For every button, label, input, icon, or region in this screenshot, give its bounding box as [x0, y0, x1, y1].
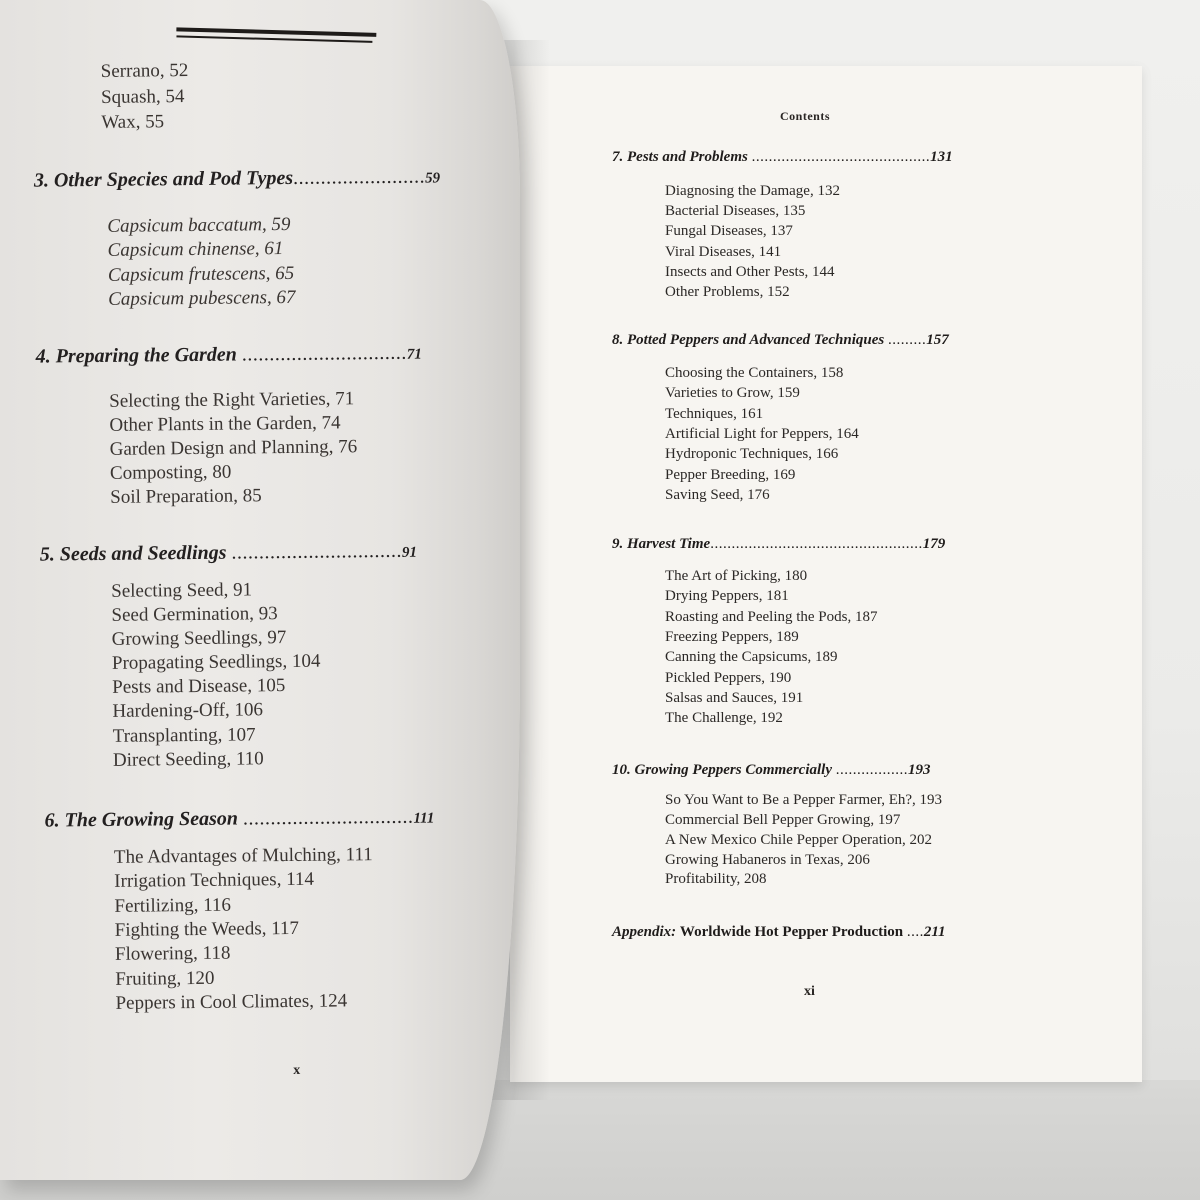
toc-entry: The Advantages of Mulching, 111 [113, 844, 373, 868]
toc-entry: Viral Diseases, 141 [665, 244, 782, 260]
leader-dots: ........................ [292, 165, 426, 189]
toc-appendix [612, 924, 946, 941]
toc-entry: Saving Seed, 176 [665, 487, 770, 503]
chapter-title: 5. Seeds and Seedlings [39, 541, 227, 566]
toc-entry: Irrigation Techniques, 114 [114, 868, 315, 892]
chapter-page: 157 [926, 332, 949, 348]
toc-entry: Other Plants in the Garden, 74 [109, 412, 341, 436]
appendix-page: 211 [923, 924, 946, 940]
toc-entry: Flowering, 118 [114, 942, 231, 965]
toc-entry: Fertilizing, 116 [114, 894, 232, 917]
toc-entry: Insects and Other Pests, 144 [665, 264, 835, 280]
chapter-title: 7. Pests and Problems [612, 149, 748, 165]
toc-chapter-6 [44, 805, 434, 832]
chapter-title: 8. Potted Peppers and Advanced Techniques [612, 332, 885, 348]
toc-chapter-4 [36, 342, 422, 369]
appendix-title: Worldwide Hot Pepper Production [679, 924, 904, 940]
toc-entry: Transplanting, 107 [112, 724, 256, 747]
toc-entry-text: Capsicum frutescens, 65 [107, 262, 295, 286]
leader-dots: ......... [887, 332, 927, 348]
toc-entry: Hardening-Off, 106 [112, 699, 264, 722]
toc-entry: Choosing the Containers, 158 [665, 365, 844, 381]
toc-chapter-8 [612, 332, 949, 349]
toc-entry: Freezing Peppers, 189 [665, 629, 799, 645]
chapter-page: 179 [922, 536, 946, 552]
toc-entry: Serrano, 52 [100, 60, 189, 82]
chapter-title: 3. Other Species and Pod Types [33, 166, 294, 192]
page-number-right: xi [804, 984, 815, 999]
toc-entry: Fruiting, 120 [115, 967, 215, 990]
toc-entry: Profitability, 208 [665, 871, 767, 887]
toc-entry: The Challenge, 192 [665, 710, 783, 726]
toc-entry: Hydroponic Techniques, 166 [665, 446, 839, 462]
toc-entry: Direct Seeding, 110 [112, 748, 264, 771]
decorative-rule [176, 35, 372, 42]
toc-entry: Seed Germination, 93 [111, 603, 278, 626]
toc-entry: A New Mexico Chile Pepper Operation, 202 [665, 832, 933, 848]
toc-entry: The Art of Picking, 180 [665, 568, 808, 584]
toc-entry: Composting, 80 [109, 461, 232, 484]
running-head: Contents [780, 109, 831, 123]
toc-entry: Techniques, 161 [665, 406, 764, 422]
leader-dots: ............................... [242, 805, 414, 830]
toc-chapter-9 [612, 536, 945, 553]
toc-entry: Diagnosing the Damage, 132 [665, 183, 840, 199]
toc-entry: So You Want to Be a Pepper Farmer, Eh?, 193 [665, 792, 943, 808]
toc-entry [108, 263, 295, 287]
toc-entry: Fungal Diseases, 137 [665, 223, 793, 239]
toc-entry-text: Capsicum chinense, 61 [107, 238, 284, 261]
leader-dots: .... [906, 924, 924, 940]
chapter-page: 111 [413, 810, 435, 827]
toc-entry: Artificial Light for Peppers, 164 [665, 426, 859, 442]
toc-entry: Propagating Seedlings, 104 [111, 650, 321, 674]
toc-entry: Commercial Bell Pepper Growing, 197 [665, 812, 901, 828]
toc-entry: Selecting Seed, 91 [111, 579, 253, 602]
chapter-page: 59 [425, 170, 441, 187]
toc-entry: Squash, 54 [100, 86, 185, 108]
toc-entry: Canning the Capsicums, 189 [665, 649, 838, 665]
toc-entry: Fighting the Weeds, 117 [114, 917, 300, 941]
toc-entry: Drying Peppers, 181 [665, 588, 789, 604]
toc-entry-text: Capsicum pubescens, 67 [108, 286, 296, 310]
toc-entry: Selecting the Right Varieties, 71 [109, 388, 355, 412]
toc-entry: Garden Design and Planning, 76 [109, 436, 358, 460]
toc-entry: Other Problems, 152 [665, 284, 790, 300]
toc-entry: Growing Seedlings, 97 [111, 627, 287, 650]
leader-dots: ............................... [231, 539, 403, 564]
toc-entry: Salsas and Sauces, 191 [665, 690, 804, 706]
leader-dots: .................................................. [710, 536, 923, 552]
toc-entry [107, 214, 290, 238]
chapter-page: 193 [908, 762, 931, 778]
chapter-page: 91 [401, 544, 418, 561]
toc-entry-text: Capsicum baccatum, 59 [107, 213, 291, 237]
toc-entry [108, 238, 284, 262]
right-page [510, 66, 1142, 1082]
page-number-left: x [293, 1062, 301, 1078]
toc-entry: Bacterial Diseases, 135 [665, 203, 806, 219]
toc-entry: Pests and Disease, 105 [112, 675, 286, 698]
leader-dots: .......................................... [751, 149, 931, 165]
left-page-content [0, 0, 520, 1180]
toc-entry: Peppers in Cool Climates, 124 [115, 990, 348, 1014]
toc-chapter-3 [34, 165, 440, 192]
toc-entry: Pickled Peppers, 190 [665, 670, 792, 686]
chapter-title: 4. Preparing the Garden [35, 343, 237, 368]
toc-chapter-10 [612, 762, 931, 779]
toc-entry: Roasting and Peeling the Pods, 187 [665, 609, 878, 625]
toc-entry: Pepper Breeding, 169 [665, 467, 796, 483]
toc-entry: Varieties to Grow, 159 [665, 385, 800, 401]
leader-dots: .............................. [241, 341, 407, 366]
toc-entry: Wax, 55 [101, 111, 165, 133]
toc-entry: Soil Preparation, 85 [110, 485, 262, 508]
chapter-title: 6. The Growing Season [44, 807, 239, 832]
appendix-label: Appendix: [612, 924, 677, 940]
chapter-page: 71 [406, 346, 422, 363]
toc-chapter-7 [612, 149, 953, 166]
leader-dots: ................. [835, 762, 908, 778]
chapter-page: 131 [930, 149, 953, 165]
toc-entry: Growing Habaneros in Texas, 206 [665, 852, 870, 868]
toc-chapter-5 [40, 540, 417, 567]
toc-entry [108, 287, 296, 311]
chapter-title: 10. Growing Peppers Commercially [612, 762, 832, 778]
left-page [0, 0, 520, 1180]
chapter-title: 9. Harvest Time [612, 536, 711, 552]
